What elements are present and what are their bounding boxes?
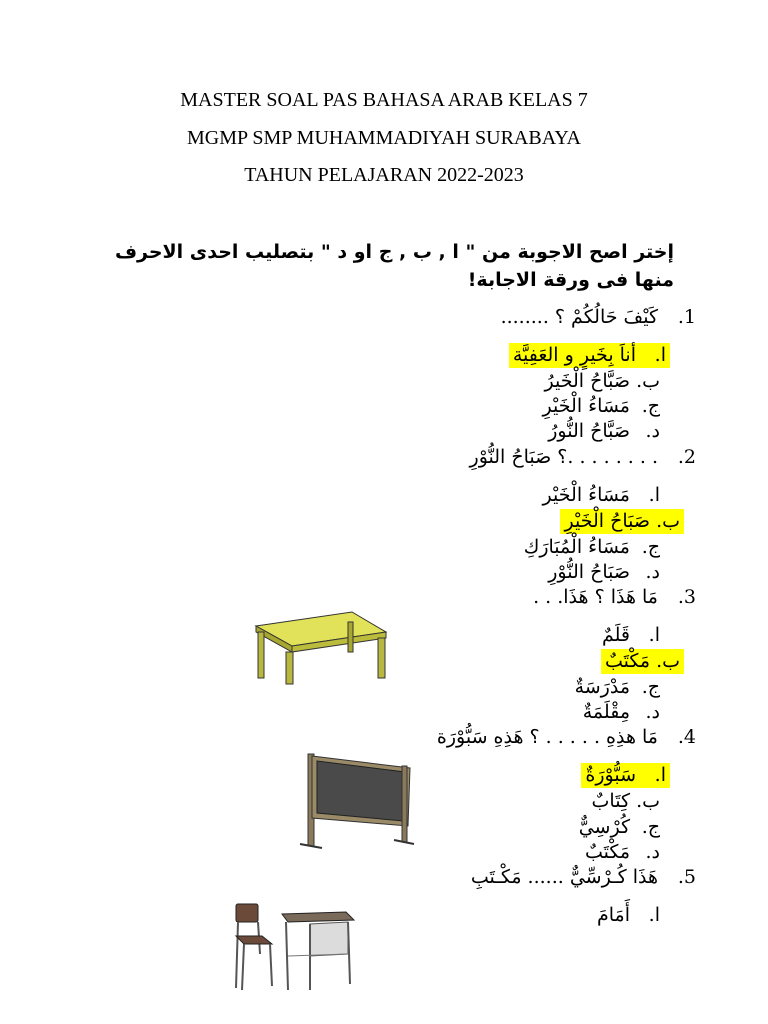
option-2-a[interactable]: ا.مَسَاءُ الْخَيْر [542,484,660,506]
question-4 [437,724,696,750]
option-5-a[interactable]: ا.أَمَامَ [596,904,660,926]
question-2 [470,444,696,470]
header-title: MASTER SOAL PAS BAHASA ARAB KELAS 7 [180,89,588,111]
instruction-text: إختر اصح الاجوبة من " ا , ب , ج او د " بتصليب احدى الاحرف منها فى ورقة الاجابة! [114,241,674,291]
question-text: هَذَا كُـرْسِّيٌّ ...... مَكْـتَبِ [470,866,658,888]
question-number: 2. [677,446,696,468]
option-3-a[interactable]: ا.قَلَمٌ [601,624,660,646]
header-year: TAHUN PELAJARAN 2022-2023 [244,164,524,186]
table-image [252,608,390,686]
option-2-c[interactable]: ج.مَسَاءُ الْمُبَارَكِ [523,536,660,558]
option-3-d[interactable]: د.مِقْلَمَةٌ [582,701,660,723]
option-3-c[interactable]: ج.مَدْرَسَةٌ [574,676,660,698]
question-number: 1. [677,306,696,328]
question-text: كَيْفَ حَالُكُمْ ؟ ........ [500,306,658,328]
option-4-d[interactable]: د.مَكْتَبٌ [584,841,660,863]
option-3-b[interactable]: ب.مَكْتَبٌ [601,649,684,674]
option-1-b[interactable]: ب.صَبَّاحُ الْخَيرُ [544,370,660,392]
question-number: 5. [677,866,696,888]
option-1-c[interactable]: ج.مَسَاءُ الْخَيْرِ [542,395,660,417]
option-2-b[interactable]: ب.صَبَاحُ الْخَيْرِ [560,509,684,534]
chair-and-desk-image [230,900,358,992]
question-5 [471,864,696,890]
option-4-a[interactable]: ا.سَبُّوْرَةٌ [581,763,670,788]
header-organization: MGMP SMP MUHAMMADIYAH SURABAYA [187,127,581,149]
option-2-d[interactable]: د.صَبَاحُ النُّوْرِ [548,561,660,583]
option-1-d[interactable]: د.صَبَّاحُ النُّورُ [548,420,660,442]
question-number: 3. [677,586,696,608]
question-text: مَا هَذَا ؟ هَذَا. . . [533,586,658,608]
option-4-c[interactable]: ج.كُرْسِيٌّ [578,816,660,838]
option-4-b[interactable]: ب.كِتَابٌ [591,790,660,812]
question-text: . . . . . . . .؟ صَبَاحُ النُّوْرِ [469,446,658,468]
option-1-a[interactable]: ا.أناَ بِخَيرٍ و العَفِيَّة [509,343,670,368]
question-3 [533,584,696,610]
blackboard-image [298,752,416,850]
question-number: 4. [677,726,696,748]
question-1 [501,304,696,330]
question-text: مَا هذِهِ . . . . . ؟ هَذِهِ سَبُّوْرَة [436,726,658,748]
